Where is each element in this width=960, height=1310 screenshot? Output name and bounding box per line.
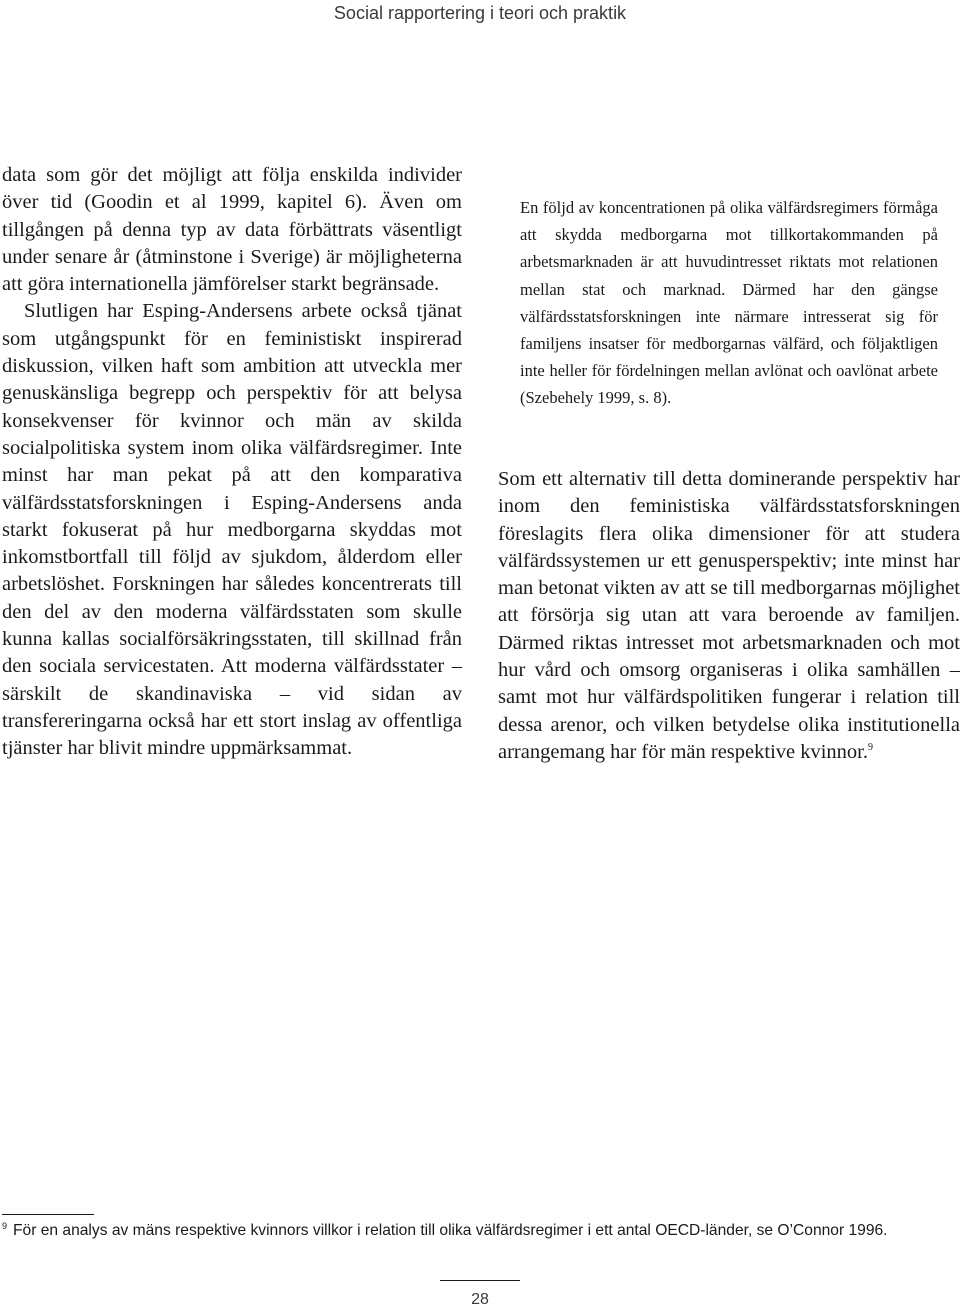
left-column — [2, 162, 462, 763]
left-paragraph-1: data som gör det möjligt att följa enskilda individer över tid (Goodin et al 1999, kapitel 6). Även om tillgången på denna typ av data förbättrats väsentligt under senare år (åtminstone i Sverige) är möjligheterna att göra internationella jämförelser starkt begränsade. — [2, 164, 462, 296]
running-header — [0, 0, 960, 43]
running-title: Social rapportering i teori och praktik — [333, 3, 627, 23]
footnote — [2, 1220, 960, 1242]
left-paragraph-2: Slutligen har Esping-Andersens arbete också tjänat som utgångspunkt för en feministiskt inspirerad diskussion, vilken haft som ambition att utveckla mer genuskänsliga begrepp och perspektiv för att belysa konsekvenser för kvinnor och män av skilda socialpolitiska system inom olika välfärdsregimer. Inte minst har man pekat på att den komparativa välfärdsstatsforskningen i Esping-Andersens anda starkt fokuserat på hur medborgarna skyddas mot inkomstbortfall till följd av sjukdom, ålderdom eller arbetslöshet. Forskningen har således koncentrerats till den del av den moderna välfärdsstaten som skulle kunna kallas socialförsäkringsstaten, till skillnad från den sociala servicestaten. Att moderna välfärdsstater – särskilt de skandinaviska – vid sidan av transfereringarna också har ett stort inslag av offentliga tjänster har blivit mindre uppmärksammat. — [2, 300, 462, 760]
footnote-number: 9 — [2, 1220, 8, 1231]
footnote-text: För en analys av mäns respektive kvinnors villkor i relation till olika välfärdsregimer i ett antal OECD-länder, se O’Connor 1996. — [13, 1222, 888, 1239]
footnote-reference[interactable]: 9 — [868, 742, 874, 754]
block-quote-text: En följd av koncentrationen på olika välfärdsregimers förmåga att skydda medborgarna mot tillkortakommanden på arbetsmarknaden är att huvudintresset riktats mot relationen mellan stat och marknad. Därmed har den gängse välfärdsstatsforskningen inte närmare intresserat sig för familjens insatser för medborgarnas välfärd, och följaktligen inte heller för fördelningen mellan avlönat och oavlönat arbete (Szebehely 1999, s. 8). — [520, 198, 938, 408]
right-paragraph-text: Som ett alternativ till detta dominerande perspektiv har inom den feministiska välfärdsstatsforskningen föreslagits flera olika dimensioner för att studera välfärdssystemen ur ett genusperspektiv; inte minst har man betonat vikten av att se till medborgarnas möjlighet att försörja sig utan att vara beroende av familjen. Därmed riktas intresset mot arbetsmarknaden och mot hur vård och omsorg organiseras i olika samhällen – samt mot hur välfärdspolitiken fungerar i relation till dessa arenor, och vilken betydelse olika institutionella arrangemang har för män respektive kvinnor. — [498, 468, 960, 763]
right-paragraph — [498, 466, 960, 766]
footnote-divider — [2, 1214, 94, 1215]
page-number-divider — [440, 1280, 520, 1281]
page-number: 28 — [471, 1291, 489, 1308]
right-column — [498, 466, 960, 766]
block-quote — [520, 194, 938, 412]
